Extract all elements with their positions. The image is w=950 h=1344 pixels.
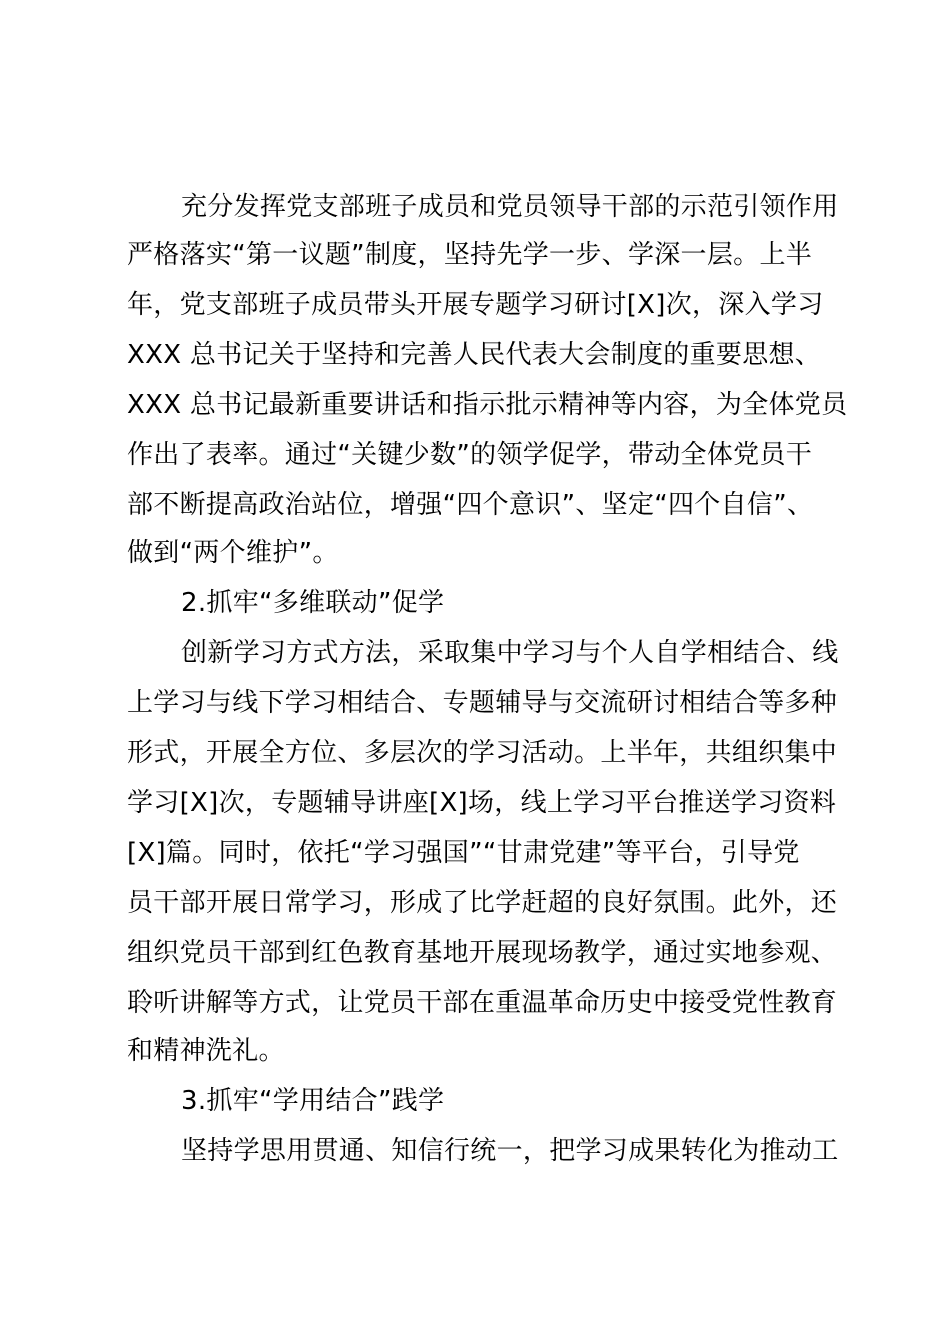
- paragraph-line: 学习[X]次，专题辅导讲座[X]场，线上学习平台推送学习资料: [127, 788, 837, 818]
- paragraph-line: 部不断提高政治站位，增强“四个意识”、坚定“四个自信”、: [127, 490, 814, 520]
- paragraph-line: [X]篇。同时，依托“学习强国”“甘肃党建”等平台，引导党: [127, 838, 800, 868]
- paragraph-line: 坚持学思用贯通、知信行统一，把学习成果转化为推动工: [181, 1136, 839, 1166]
- paragraph-line: 形式，开展全方位、多层次的学习活动。上半年，共组织集中: [127, 738, 838, 768]
- paragraph-line: 作出了表率。通过“关键少数”的领学促学，带动全体党员干: [127, 440, 813, 470]
- paragraph-line: 和精神洗礼。: [127, 1036, 285, 1066]
- paragraph-line: 年，党支部班子成员带头开展专题学习研讨[X]次，深入学习: [127, 290, 824, 320]
- paragraph-line: 上学习与线下学习相结合、专题辅导与交流研讨相结合等多种: [127, 688, 838, 718]
- paragraph-line: 员干部开展日常学习，形成了比学赶超的良好氛围。此外，还: [127, 888, 838, 918]
- paragraph-line: XXX 总书记最新重要讲话和指示批示精神等内容，为全体党员: [127, 390, 848, 420]
- paragraph-line: 严格落实“第一议题”制度，坚持先学一步、学深一层。上半: [127, 240, 813, 270]
- paragraph-line: 充分发挥党支部班子成员和党员领导干部的示范引领作用: [181, 192, 839, 222]
- paragraph-line: 组织党员干部到红色教育基地开展现场教学，通过实地参观、: [127, 938, 838, 968]
- paragraph-line: 创新学习方式方法，采取集中学习与个人自学相结合、线: [181, 638, 839, 668]
- paragraph-line: 做到“两个维护”。: [127, 538, 339, 568]
- section-heading: 3.抓牢“学用结合”践学: [181, 1086, 445, 1116]
- section-heading: 2.抓牢“多维联动”促学: [181, 588, 445, 618]
- paragraph-line: 聆听讲解等方式，让党员干部在重温革命历史中接受党性教育: [127, 988, 838, 1018]
- paragraph-line: XXX 总书记关于坚持和完善人民代表大会制度的重要思想、: [127, 340, 822, 370]
